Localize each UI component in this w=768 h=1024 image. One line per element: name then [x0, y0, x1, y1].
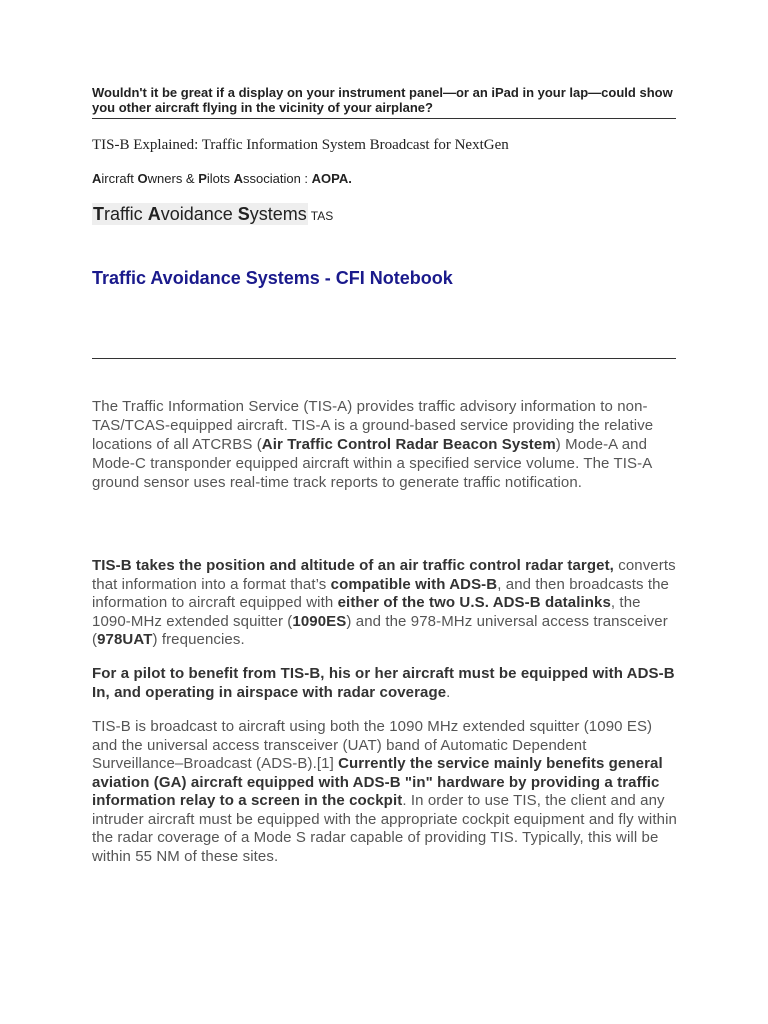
tas-highlight: Traffic Avoidance Systems — [93, 204, 307, 224]
tis-b-broadcast-paragraph: TIS-B is broadcast to aircraft using both the 1090 MHz extended squitter (1090 ES) and the universal access transceiver (UAT) band of Automatic Dependent Surveillance–Broadcast (ADS-B).[1] Currently the service mainly benefits general aviation (GA) aircraft equipped with ADS-B "in" hardware by providing a traffic information relay to a screen in the cockpit. In order to use TIS, the client and any intruder aircraft must be equipped with the appropriate cockpit equipment and fly within the radar coverage of a Mode S radar capable of providing TIS. Typically, this will be within 55 NM of these sites. — [92, 718, 677, 865]
tas-heading — [92, 203, 333, 225]
cfi-notebook-title[interactable]: Traffic Avoidance Systems - CFI Notebook — [92, 268, 453, 288]
section-divider — [92, 358, 676, 359]
tis-b-paragraph: TIS-B takes the position and altitude of an air traffic control radar target, converts that information into a format that’s compatible with ADS-B, and then broadcasts the information to aircraft equipped with either of the two U.S. ADS-B datalinks, the 1090-MHz extended squitter (1090ES) and the 978-MHz universal access transceiver (978UAT) frequencies. — [92, 557, 676, 648]
aopa-line: Aircraft Owners & Pilots Association : AOPA. — [92, 171, 352, 186]
tis-a-paragraph: The Traffic Information Service (TIS-A) provides traffic advisory information to non-TAS/TCAS-equipped aircraft. TIS-A is a ground-based service providing the relative locations of all ATCRBS (Air Traffic Control Radar Beacon System) Mode-A and Mode-C transponder equipped aircraft within a specified service volume. The TIS-A ground sensor uses real-time track reports to generate traffic notification. — [92, 398, 654, 491]
intro-question: Wouldn't it be great if a display on your instrument panel—or an iPad in your lap—could show you other aircraft flying in the vicinity of your airplane? — [92, 85, 676, 119]
aopa-acronym: AOPA. — [311, 171, 352, 186]
pilot-benefit-paragraph: For a pilot to benefit from TIS-B, his or her aircraft must be equipped with ADS-B In, and operating in airspace with radar coverage. — [92, 665, 675, 701]
tas-abbrev: TAS — [310, 209, 334, 223]
tisb-explained-link[interactable]: TIS-B Explained: Traffic Information System Broadcast for NextGen — [92, 137, 509, 153]
